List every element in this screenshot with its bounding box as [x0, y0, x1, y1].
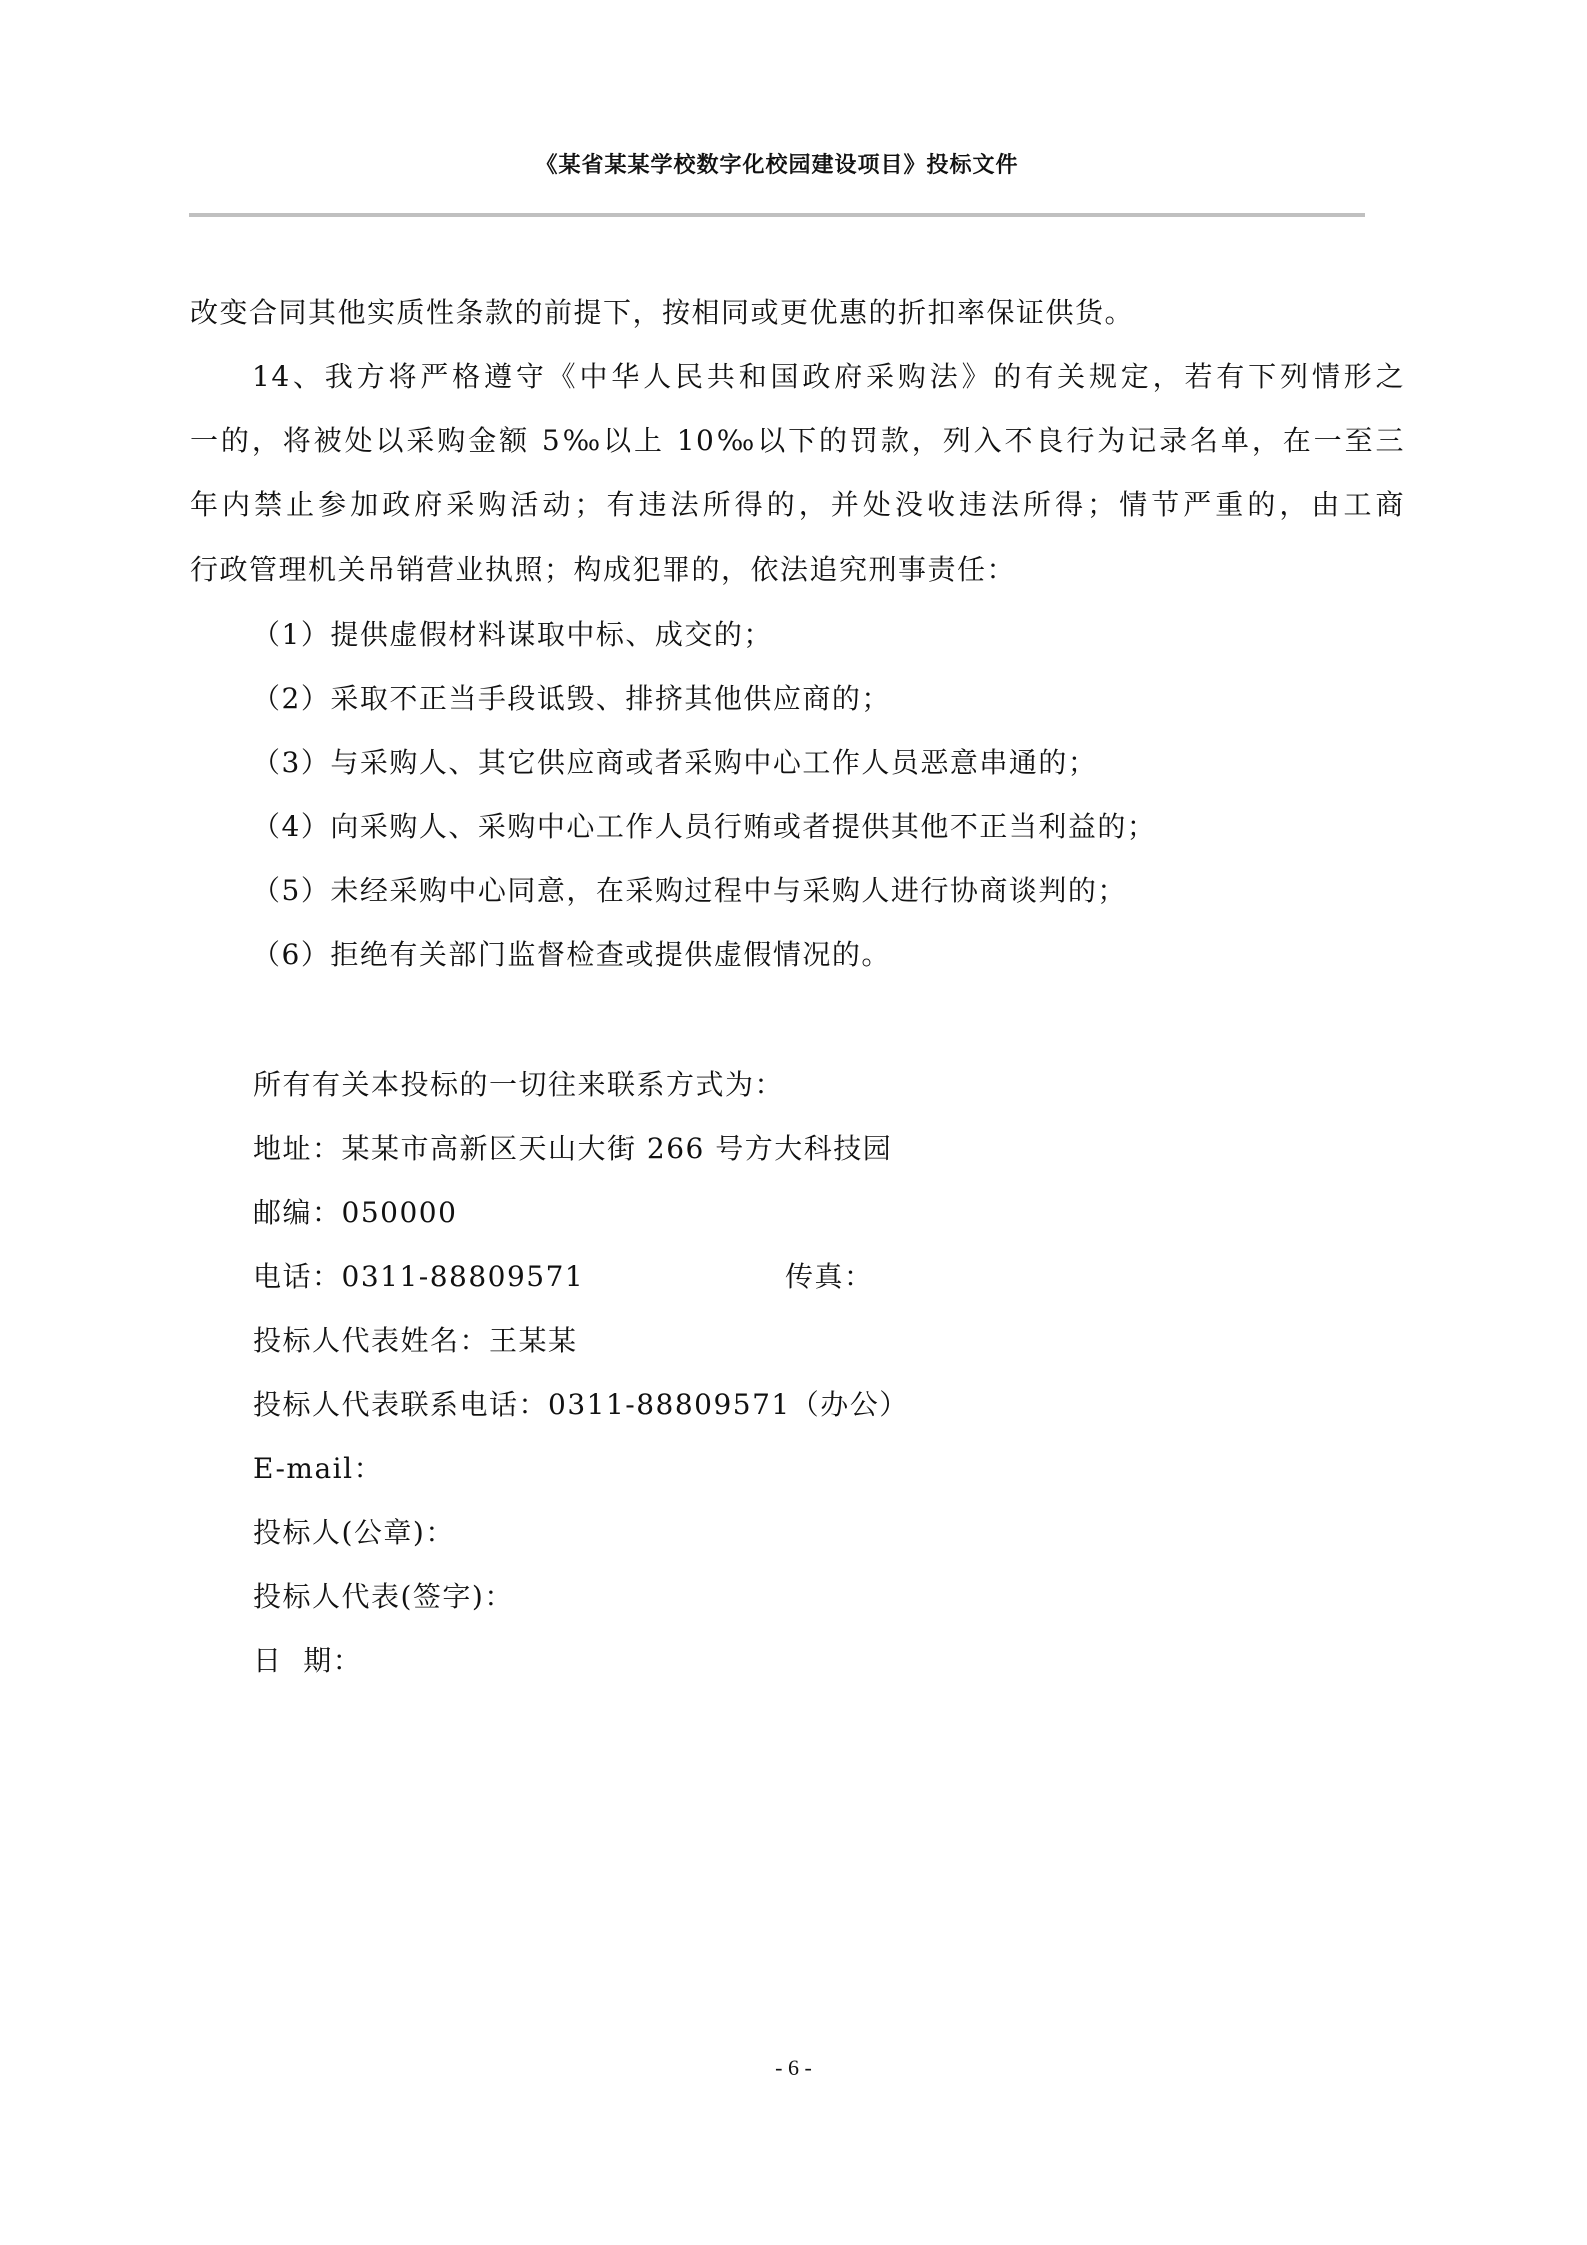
clause-item-3: （3）与采购人、其它供应商或者采购中心工作人员恶意串通的；: [252, 746, 1098, 779]
rep-signature-field: 投标人代表(签字)：: [253, 1580, 514, 1613]
contact-postcode: 邮编：050000: [253, 1196, 458, 1229]
contact-fax: 传真：: [785, 1260, 874, 1293]
clause-item-2: （2）采取不正当手段诋毁、排挤其他供应商的；: [252, 682, 891, 715]
contact-rep-phone: 投标人代表联系电话：0311-88809571（办公）: [253, 1388, 909, 1421]
bidder-seal-field: 投标人(公章)：: [253, 1516, 455, 1549]
date-field: 日 期：: [253, 1644, 363, 1677]
contact-email: E-mail：: [253, 1452, 384, 1485]
paragraph-continuation: 改变合同其他实质性条款的前提下，按相同或更优惠的折扣率保证供货。: [190, 296, 1135, 329]
contact-address: 地址：某某市高新区天山大街 266 号方大科技园: [253, 1132, 893, 1165]
clause-item-1: （1）提供虚假材料谋取中标、成交的；: [252, 618, 773, 651]
page-number: - 6 -: [775, 2055, 812, 2080]
clause-item-5: （5）未经采购中心同意，在采购过程中与采购人进行协商谈判的；: [252, 874, 1127, 907]
clause-14-line-2: 一的，将被处以采购金额 5‰以上 10‰以下的罚款，列入不良行为记录名单，在一至三: [190, 424, 1405, 457]
header-divider: [189, 213, 1365, 217]
contact-rep-name: 投标人代表姓名：王某某: [253, 1324, 578, 1357]
clause-item-6: （6）拒绝有关部门监督检查或提供虚假情况的。: [252, 938, 891, 971]
page-header: 《某省某某学校数字化校园建设项目》投标文件: [535, 153, 1019, 178]
contact-phone: 电话：0311-88809571: [253, 1260, 585, 1293]
clause-14-line-3: 年内禁止参加政府采购活动；有违法所得的，并处没收违法所得；情节严重的，由工商: [190, 488, 1405, 521]
clause-item-4: （4）向采购人、采购中心工作人员行贿或者提供其他不正当利益的；: [252, 810, 1157, 843]
contact-intro: 所有有关本投标的一切往来联系方式为：: [253, 1068, 785, 1101]
clause-14-line-1: 14、我方将严格遵守《中华人民共和国政府采购法》的有关规定，若有下列情形之: [252, 360, 1405, 393]
clause-14-line-4: 行政管理机关吊销营业执照；构成犯罪的，依法追究刑事责任：: [190, 553, 1017, 586]
